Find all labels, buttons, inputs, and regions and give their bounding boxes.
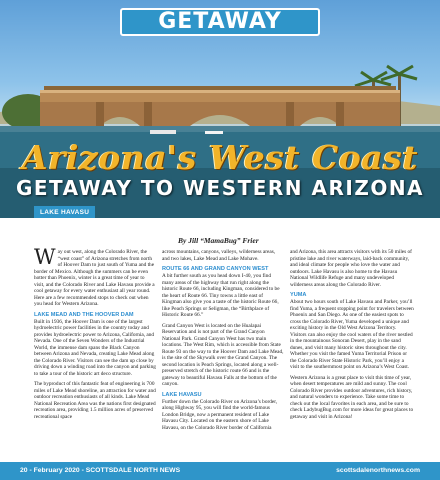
intro-text: ay out west, along the Colorado River, the “west coast” of Arizona stretches from north of Hoover Dam to just south of Yuma and the border of Mexico. Although the summers can be even hotter than Phoenix, winter is a great time of year to visit, and the Colorado River and Lake Havasu provide a cool getaway for every water enthusiast all year round. Here are a few recommended stops to check out when you head for Western Arizona. <box>34 249 155 307</box>
body-paragraph: About two hours south of Lake Havasu and Parker, you’ll find Yuma, a frequent stopping point for travelers between Phoenix and San Diego. As one of the easiest spots to cross the Colorado River, Yuma developed a unique and exciting history in the Old West Arizona Territory. Visitors can also enjoy the cool waters of the river nestled in the mountainous Sonoran Desert, play in the sand dunes, and visit many historic sites throughout the city. Whether you visit the famed Yuma Territorial Prison or the Colorado River State Historic Park, you’ll enjoy a visit to the southernmost point on Arizona’s West Coast. <box>290 299 414 370</box>
main-title: GETAWAY TO WESTERN ARIZONA <box>15 176 425 200</box>
section-banner: GETAWAY <box>120 8 320 36</box>
byline: By Jill “MamaBug” Frier <box>178 236 259 245</box>
body-paragraph: across mountains, canyons, valleys, wilderness areas, and two lakes, Lake Mead and Lake Mohave. <box>162 249 276 262</box>
body-paragraph: Grand Canyon West is located on the Hualapai Reservation and is not part of the Grand Canyon National Park. Grand Canyon West has two main locations. The West Rim, which is accessible from State Route 93 on the way to the Hoover Dam and Lake Mead, is the site of the Skywalk over the Grand Canyon. The second location is Peach Springs, located along a well-preserved stretch of the historic route 66 and is the gateway to beautiful Havasu Falls at the bottom of the canyon. <box>162 322 284 387</box>
section-heading: LAKE MEAD AND THE HOOVER DAM <box>34 311 134 318</box>
article-column-1 <box>34 245 156 424</box>
section-heading: YUMA <box>290 292 307 298</box>
intro-paragraph <box>34 245 156 308</box>
script-title: Arizona's West Coast <box>22 138 418 177</box>
hero-photo <box>0 0 440 218</box>
photo-location-tag: LAKE HAVASU <box>34 206 95 218</box>
section-heading: LAKE HAVASU <box>162 391 202 398</box>
body-paragraph: A bit further south as you head down I-40, you find many areas of the highway that run right along the historic Route 66, including Kingman, considered to be the heart of Route 66. Tiny towns a little east of Kingman also give you a taste of the historic Route 66, like Peach Springs or Seligman, the “Birthplace of Historic Route 66.” <box>162 273 280 318</box>
section-heading: ROUTE 66 AND GRAND CANYON WEST <box>162 266 269 272</box>
body-paragraph: and Arizona, this area attracts visitors with its 50 miles of pristine lake and river waterways, laid-back community, and ideal climate for people who love the water and outdoors. Lake Havasu is also home to the Havasu National Wildlife Refuge and many undeveloped wilderness areas along the Colorado River. <box>290 249 412 288</box>
body-paragraph: Built in 1936, the Hoover Dam is one of the largest hydroelectric power facilities in the country today and provides hydroelectric power to Arizona, California, and Nevada. One of the Seven Wonders of the Industrial World, the immense dam spans the Black Canyon between Arizona and Nevada, creating Lake Mead along the Colorado River. Visitors can see the dam up close by driving down a winding road into the canyon and parking to take a tour of the historic art deco structure. <box>34 318 156 377</box>
body-paragraph: Further down the Colorado River on Arizona’s border, along Highway 95, you will find the world-famous London Bridge, now a permanent resident of Lake Havasu City. Located on the eastern shore of Lake Havasu, on the Colorado River border of California <box>162 398 278 431</box>
article-column-2 <box>162 249 284 435</box>
body-paragraph: The byproduct of this fantastic feat of engineering is 700 miles of Lake Mead shoreline, an attraction for water and outdoor recreation enthusiasts of all kinds. Lake Mead National Recreation Area was the nations first designated recreation area, providing 1.5 million acres of preserved recreational space <box>34 381 156 420</box>
body-paragraph: Western Arizona is a great place to visit this time of year, when desert temperatures are mild and sunny. The cool Colorado River provides outdoor adventures, rich history, and natural wonders to experience. Take some time to check out the local favorites in each area, and be sure to check LadybugBug.com for more ideas for great places to getaway and visit in Arizona! <box>290 374 414 420</box>
footer-website-link[interactable]: scottsdalenorthnews.com <box>336 467 420 474</box>
page-footer <box>0 462 440 480</box>
footer-page-info: 20 - February 2020 - SCOTTSDALE NORTH NEWS <box>20 467 181 474</box>
article-column-3 <box>290 249 414 424</box>
drop-cap: W <box>34 245 56 269</box>
